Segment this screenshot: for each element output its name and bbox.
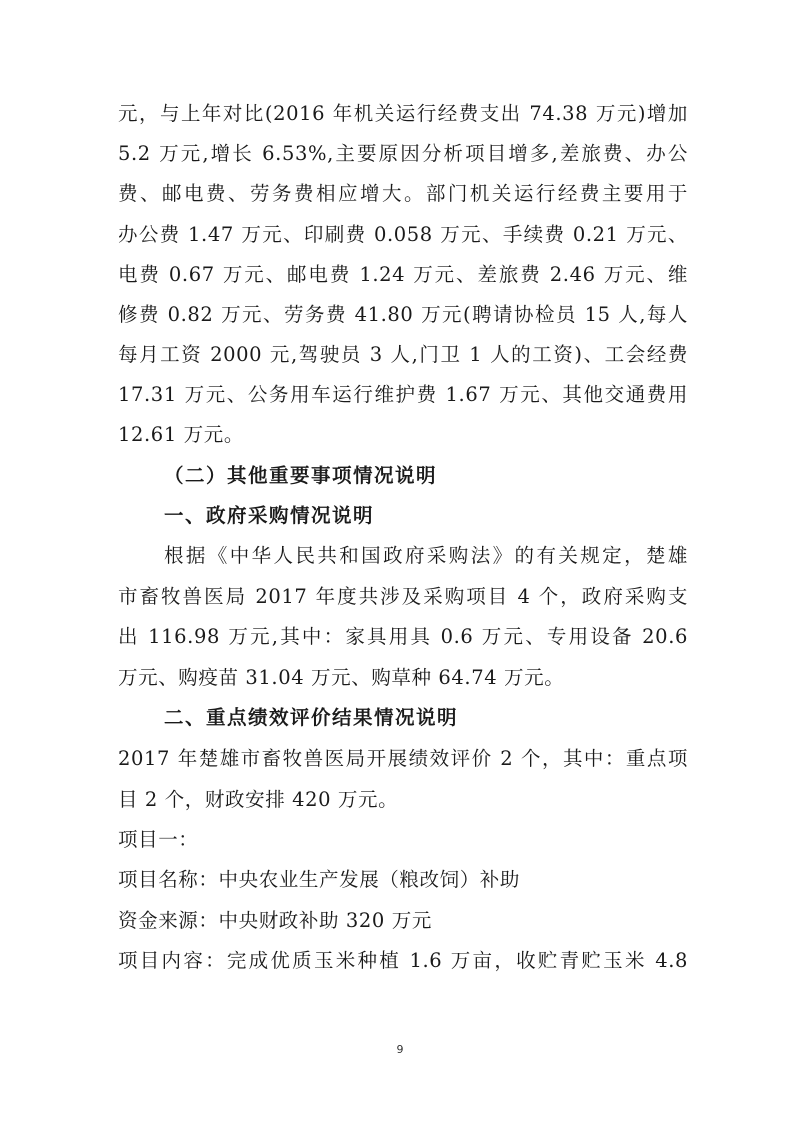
procurement-line-3: 出 116.98 万元,其中：家具用具 0.6 万元、专用设备 20.6 <box>118 625 688 648</box>
section-procurement-title: 一、政府采购情况说明 <box>164 504 375 527</box>
project-one-content: 项目内容：完成优质玉米种植 1.6 万亩，收贮青贮玉米 4.8 <box>118 949 688 972</box>
performance-line-1: 2017 年楚雄市畜牧兽医局开展绩效评价 2 个，其中：重点项 <box>118 747 688 770</box>
expense-line-1: 元，与上年对比(2016 年机关运行经费支出 74.38 万元)增加 <box>118 102 688 125</box>
expense-line-2: 5.2 万元,增长 6.53%,主要原因分析项目增多,差旅费、办公 <box>118 142 688 165</box>
expense-line-7: 每月工资 2000 元,驾驶员 3 人,门卫 1 人的工资)、工会经费 <box>118 343 688 366</box>
procurement-line-2: 市畜牧兽医局 2017 年度共涉及采购项目 4 个，政府采购支 <box>118 585 688 608</box>
expense-line-5: 电费 0.67 万元、邮电费 1.24 万元、差旅费 2.46 万元、维 <box>118 263 688 286</box>
section-other-title: （二）其他重要事项情况说明 <box>164 464 438 487</box>
section-performance-title: 二、重点绩效评价结果情况说明 <box>164 706 459 729</box>
expense-line-3: 费、邮电费、劳务费相应增大。部门机关运行经费主要用于 <box>118 182 688 205</box>
project-one-name: 项目名称：中央农业生产发展（粮改饲）补助 <box>118 868 521 891</box>
expense-line-9: 12.61 万元。 <box>118 423 244 446</box>
expense-line-8: 17.31 万元、公务用车运行维护费 1.67 万元、其他交通费用 <box>118 383 688 406</box>
expense-line-6: 修费 0.82 万元、劳务费 41.80 万元(聘请协检员 15 人,每人 <box>118 303 688 326</box>
page-number: 9 <box>396 1043 404 1056</box>
procurement-line-4: 万元、购疫苗 31.04 万元、购草种 64.74 万元。 <box>118 666 565 689</box>
performance-line-2: 目 2 个，财政安排 420 万元。 <box>118 788 399 811</box>
procurement-line-1: 根据《中华人民共和国政府采购法》的有关规定，楚雄 <box>164 544 688 567</box>
project-one-funding: 资金来源：中央财政补助 320 万元 <box>118 909 432 932</box>
project-one-label: 项目一： <box>118 828 199 851</box>
expense-line-4: 办公费 1.47 万元、印刷费 0.058 万元、手续费 0.21 万元、 <box>118 223 688 246</box>
